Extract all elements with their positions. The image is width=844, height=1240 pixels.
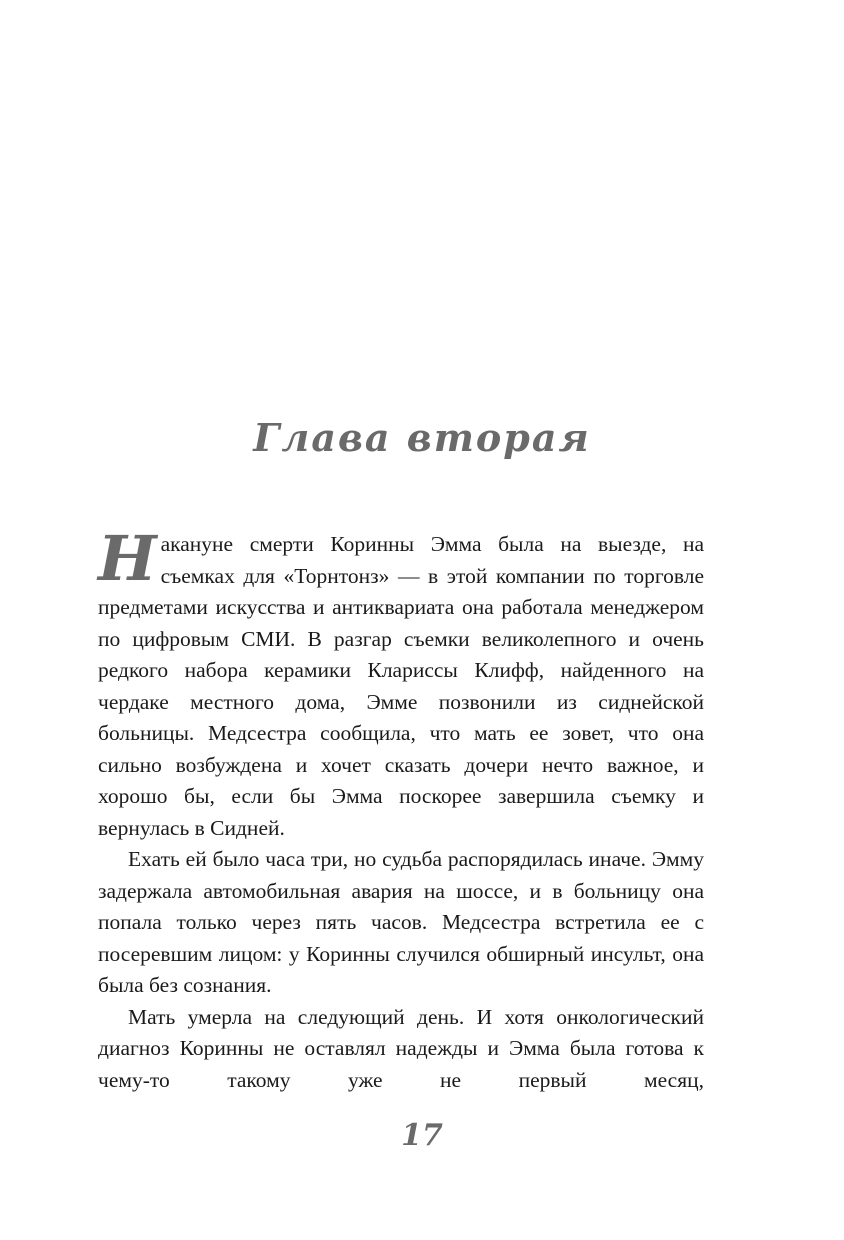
page-number: 17 xyxy=(401,1118,443,1153)
paragraph-1 xyxy=(98,522,704,844)
chapter-title: Глава вторая xyxy=(253,415,591,460)
paragraph-3: Мать умерла на следующий день. И хотя онкологический диагноз Коринны не оставлял надежды и Эмма была готова к чему-то такому уже не первый месяц, xyxy=(98,1004,704,1092)
paragraph-1-text: акануне смерти Коринны Эмма была на выезде, на съемках для «Торнтонз» — в этой компании по торговле предметами искусства и антиквариата она работала менеджером по цифровым СМИ. В разгар съемки великолепного и очень редкого набора керамики Клариссы Клифф, найденного на чердаке местного дома, Эмме позвонили из сиднейской больницы. Медсестра сообщила, что мать ее зовет, что она сильно возбуждена и хочет сказать дочери нечто важное, и хорошо бы, если бы Эмма поскорее завершила съемку и вернулась в Сидней. xyxy=(98,532,704,840)
drop-cap: Н xyxy=(98,522,157,595)
paragraph-2: Ехать ей было часа три, но судьба распорядилась иначе. Эмму задержала автомобильная авария на шоссе, и в больницу она попала только через пять часов. Медсестра встретила ее с посеревшим лицом: у Коринны случился обширный инсульт, она была без сознания. xyxy=(98,847,704,997)
body-text xyxy=(98,522,704,1096)
